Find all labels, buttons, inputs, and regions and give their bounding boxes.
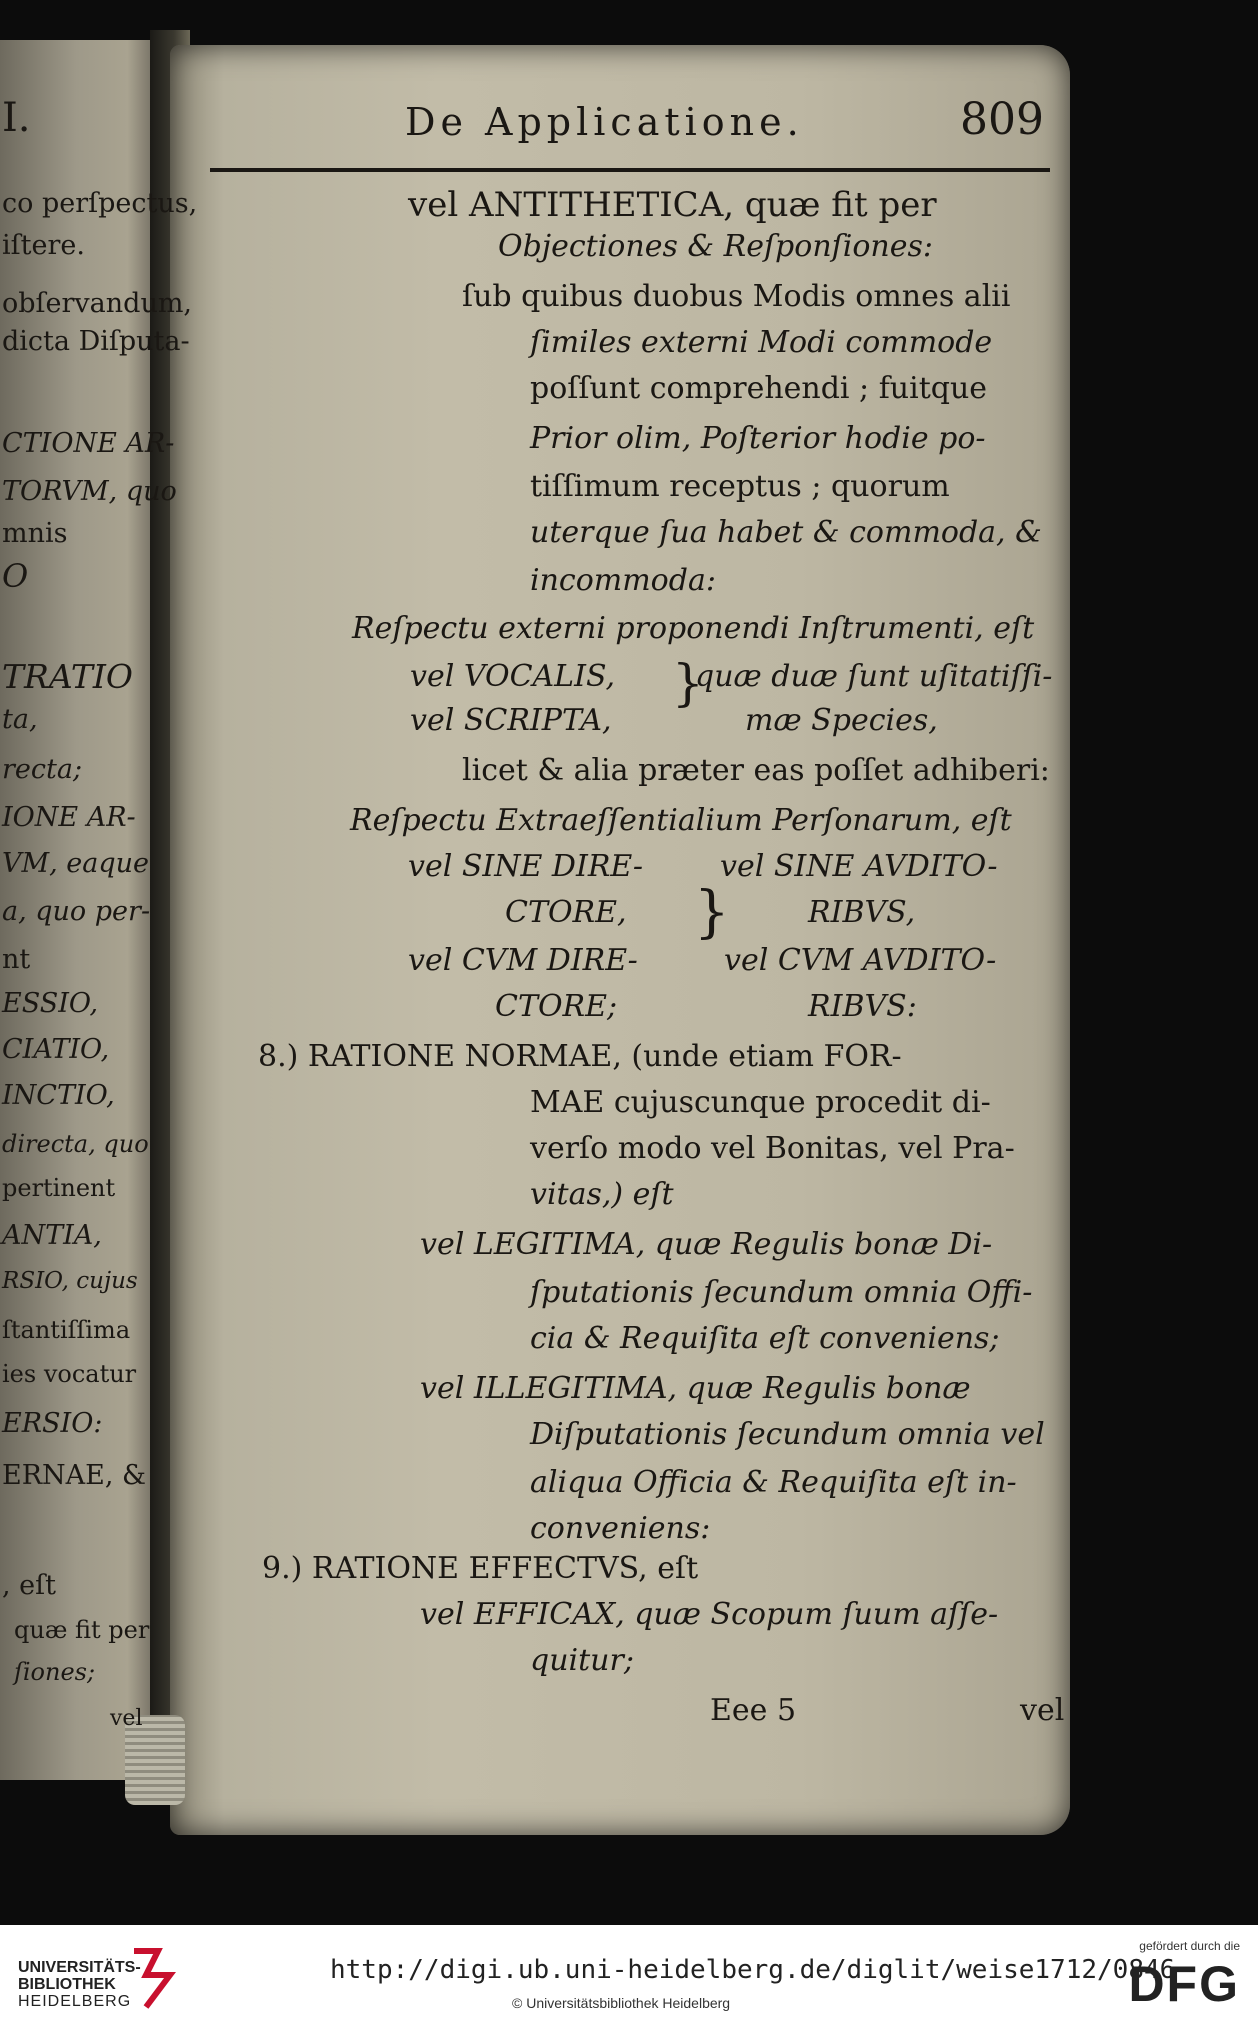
left-fragment: ESSIO, bbox=[2, 988, 99, 1019]
text-line: conveniens: bbox=[530, 1511, 711, 1546]
left-fragment: obſervandum, bbox=[2, 288, 193, 319]
text-line: Prior olim, Poſterior hodie po- bbox=[530, 421, 986, 456]
left-fragment: I. bbox=[2, 95, 31, 141]
left-fragment: vel bbox=[110, 1706, 143, 1731]
left-fragment: ſtantiſſima bbox=[2, 1316, 131, 1344]
text-line: quitur; bbox=[530, 1643, 634, 1678]
text-line: aliqua Officia & Requiſita eſt in- bbox=[530, 1465, 1017, 1500]
text-line: Objectiones & Reſponſiones: bbox=[498, 229, 933, 264]
text-line: mæ Species, bbox=[745, 703, 938, 738]
text-line: vel CVM AVDITO- bbox=[724, 943, 997, 978]
text-line: Diſputationis ſecundum omnia vel bbox=[530, 1417, 1045, 1452]
left-fragment: O bbox=[2, 557, 29, 595]
left-fragment: mnis bbox=[2, 518, 68, 549]
dfg-logo[interactable]: DFG bbox=[1128, 1956, 1240, 2012]
footer-bar bbox=[0, 1925, 1258, 2023]
left-fragment: IONE AR- bbox=[2, 802, 136, 833]
library-name-line1: UNIVERSITÄTS- bbox=[18, 1959, 141, 1976]
text-line: ſimiles externi Modi commode bbox=[530, 325, 993, 360]
catchword: vel bbox=[1020, 1693, 1065, 1728]
text-line: incommoda: bbox=[530, 563, 716, 598]
library-name-line3: HEIDELBERG bbox=[18, 1993, 132, 2010]
text-line: vel VOCALIS, bbox=[410, 659, 615, 694]
left-fragment: RSIO, cujus bbox=[2, 1268, 138, 1294]
left-fragment: TRATIO bbox=[2, 657, 133, 696]
text-line: MAE cujuscunque procedit di- bbox=[530, 1085, 991, 1120]
brace: } bbox=[694, 880, 730, 945]
left-fragment: pertinent bbox=[2, 1174, 116, 1202]
left-fragment: TORVM, quo bbox=[2, 476, 177, 507]
header-rule bbox=[210, 168, 1050, 172]
left-fragment: quæ fit per bbox=[14, 1616, 150, 1644]
running-title: De Applicatione. bbox=[405, 100, 804, 144]
left-fragment: CIATIO, bbox=[2, 1034, 110, 1065]
text-line: verſo modo vel Bonitas, vel Pra- bbox=[530, 1131, 1015, 1166]
left-fragment: ANTIA, bbox=[2, 1220, 102, 1251]
text-line: vel EFFICAX, quæ Scopum ſuum aſſe- bbox=[420, 1597, 999, 1632]
left-fragment: VM, eaque bbox=[2, 848, 150, 879]
text-line: ſputationis ſecundum omnia Offi- bbox=[530, 1275, 1033, 1310]
brace: } bbox=[672, 654, 704, 712]
text-line: tiſſimum receptus ; quorum bbox=[530, 469, 950, 504]
left-fragment: , eſt bbox=[2, 1570, 56, 1601]
left-fragment: recta; bbox=[2, 754, 83, 785]
text-line: poſſunt comprehendi ; fuitque bbox=[530, 371, 988, 406]
copyright-notice: © Universitätsbibliothek Heidelberg bbox=[512, 1995, 731, 2011]
permalink-url[interactable]: http://digi.ub.uni-heidelberg.de/diglit/weise1712/0846 bbox=[330, 1955, 1176, 1985]
left-fragment: ta, bbox=[2, 704, 38, 735]
left-fragment: iſtere. bbox=[2, 230, 85, 261]
text-line: vel SCRIPTA, bbox=[410, 703, 612, 738]
text-line: licet & alia præter eas poſſet adhiberi: bbox=[462, 753, 1050, 788]
left-fragment: ies vocatur bbox=[2, 1360, 137, 1388]
page-number: 809 bbox=[960, 94, 1044, 145]
left-fragment: nt bbox=[2, 944, 31, 975]
text-line: 9.) RATIONE EFFECTVS, eſt bbox=[262, 1551, 699, 1586]
signature-mark: Eee 5 bbox=[710, 1693, 797, 1728]
text-line: 8.) RATIONE NORMAE, (unde etiam FOR- bbox=[258, 1039, 902, 1074]
text-line: vel ILLEGITIMA, quæ Regulis bonæ bbox=[420, 1371, 971, 1406]
text-line: ſub quibus duobus Modis omnes alii bbox=[462, 279, 1011, 314]
text-line: quæ duæ ſunt uſitatiſſi- bbox=[695, 659, 1053, 694]
text-line: vel SINE DIRE- bbox=[408, 849, 644, 884]
text-line: cia & Requiſita eſt conveniens; bbox=[530, 1321, 1000, 1356]
library-logo[interactable] bbox=[18, 1959, 141, 2010]
left-fragment: ERNAE, & bbox=[2, 1460, 147, 1491]
library-emblem-icon bbox=[128, 1945, 176, 2013]
left-fragment: ERSIO: bbox=[2, 1408, 103, 1439]
text-line: vitas,) eſt bbox=[530, 1177, 674, 1212]
left-fragment: CTIONE AR- bbox=[2, 428, 175, 459]
text-line: Reſpectu Extraeſſentialium Perſonarum, eſt bbox=[350, 803, 1012, 838]
text-line: RIBVS: bbox=[808, 989, 917, 1024]
funding-label: gefördert durch die bbox=[1139, 1939, 1240, 1953]
left-fragment: directa, quo bbox=[2, 1130, 149, 1158]
text-line: uterque ſua habet & commoda, & bbox=[530, 515, 1042, 550]
text-line: vel LEGITIMA, quæ Regulis bonæ Di- bbox=[420, 1227, 993, 1262]
left-fragment: dicta Diſputa- bbox=[2, 326, 190, 357]
text-line: Reſpectu externi proponendi Inſtrumenti, eſt bbox=[352, 611, 1035, 646]
text-line: vel CVM DIRE- bbox=[408, 943, 638, 978]
left-fragment: a, quo per- bbox=[2, 896, 151, 927]
left-fragment: co perſpectus, bbox=[2, 188, 198, 219]
left-fragment: INCTIO, bbox=[2, 1080, 115, 1111]
text-line: RIBVS, bbox=[808, 895, 916, 930]
left-fragment: ſiones; bbox=[14, 1658, 96, 1686]
text-line: vel SINE AVDITO- bbox=[720, 849, 998, 884]
text-line: CTORE; bbox=[495, 989, 618, 1024]
library-name-line2: BIBLIOTHEK bbox=[18, 1976, 116, 1993]
text-line: vel ANTITHETICA, quæ fit per bbox=[408, 185, 937, 225]
text-line: CTORE, bbox=[505, 895, 627, 930]
